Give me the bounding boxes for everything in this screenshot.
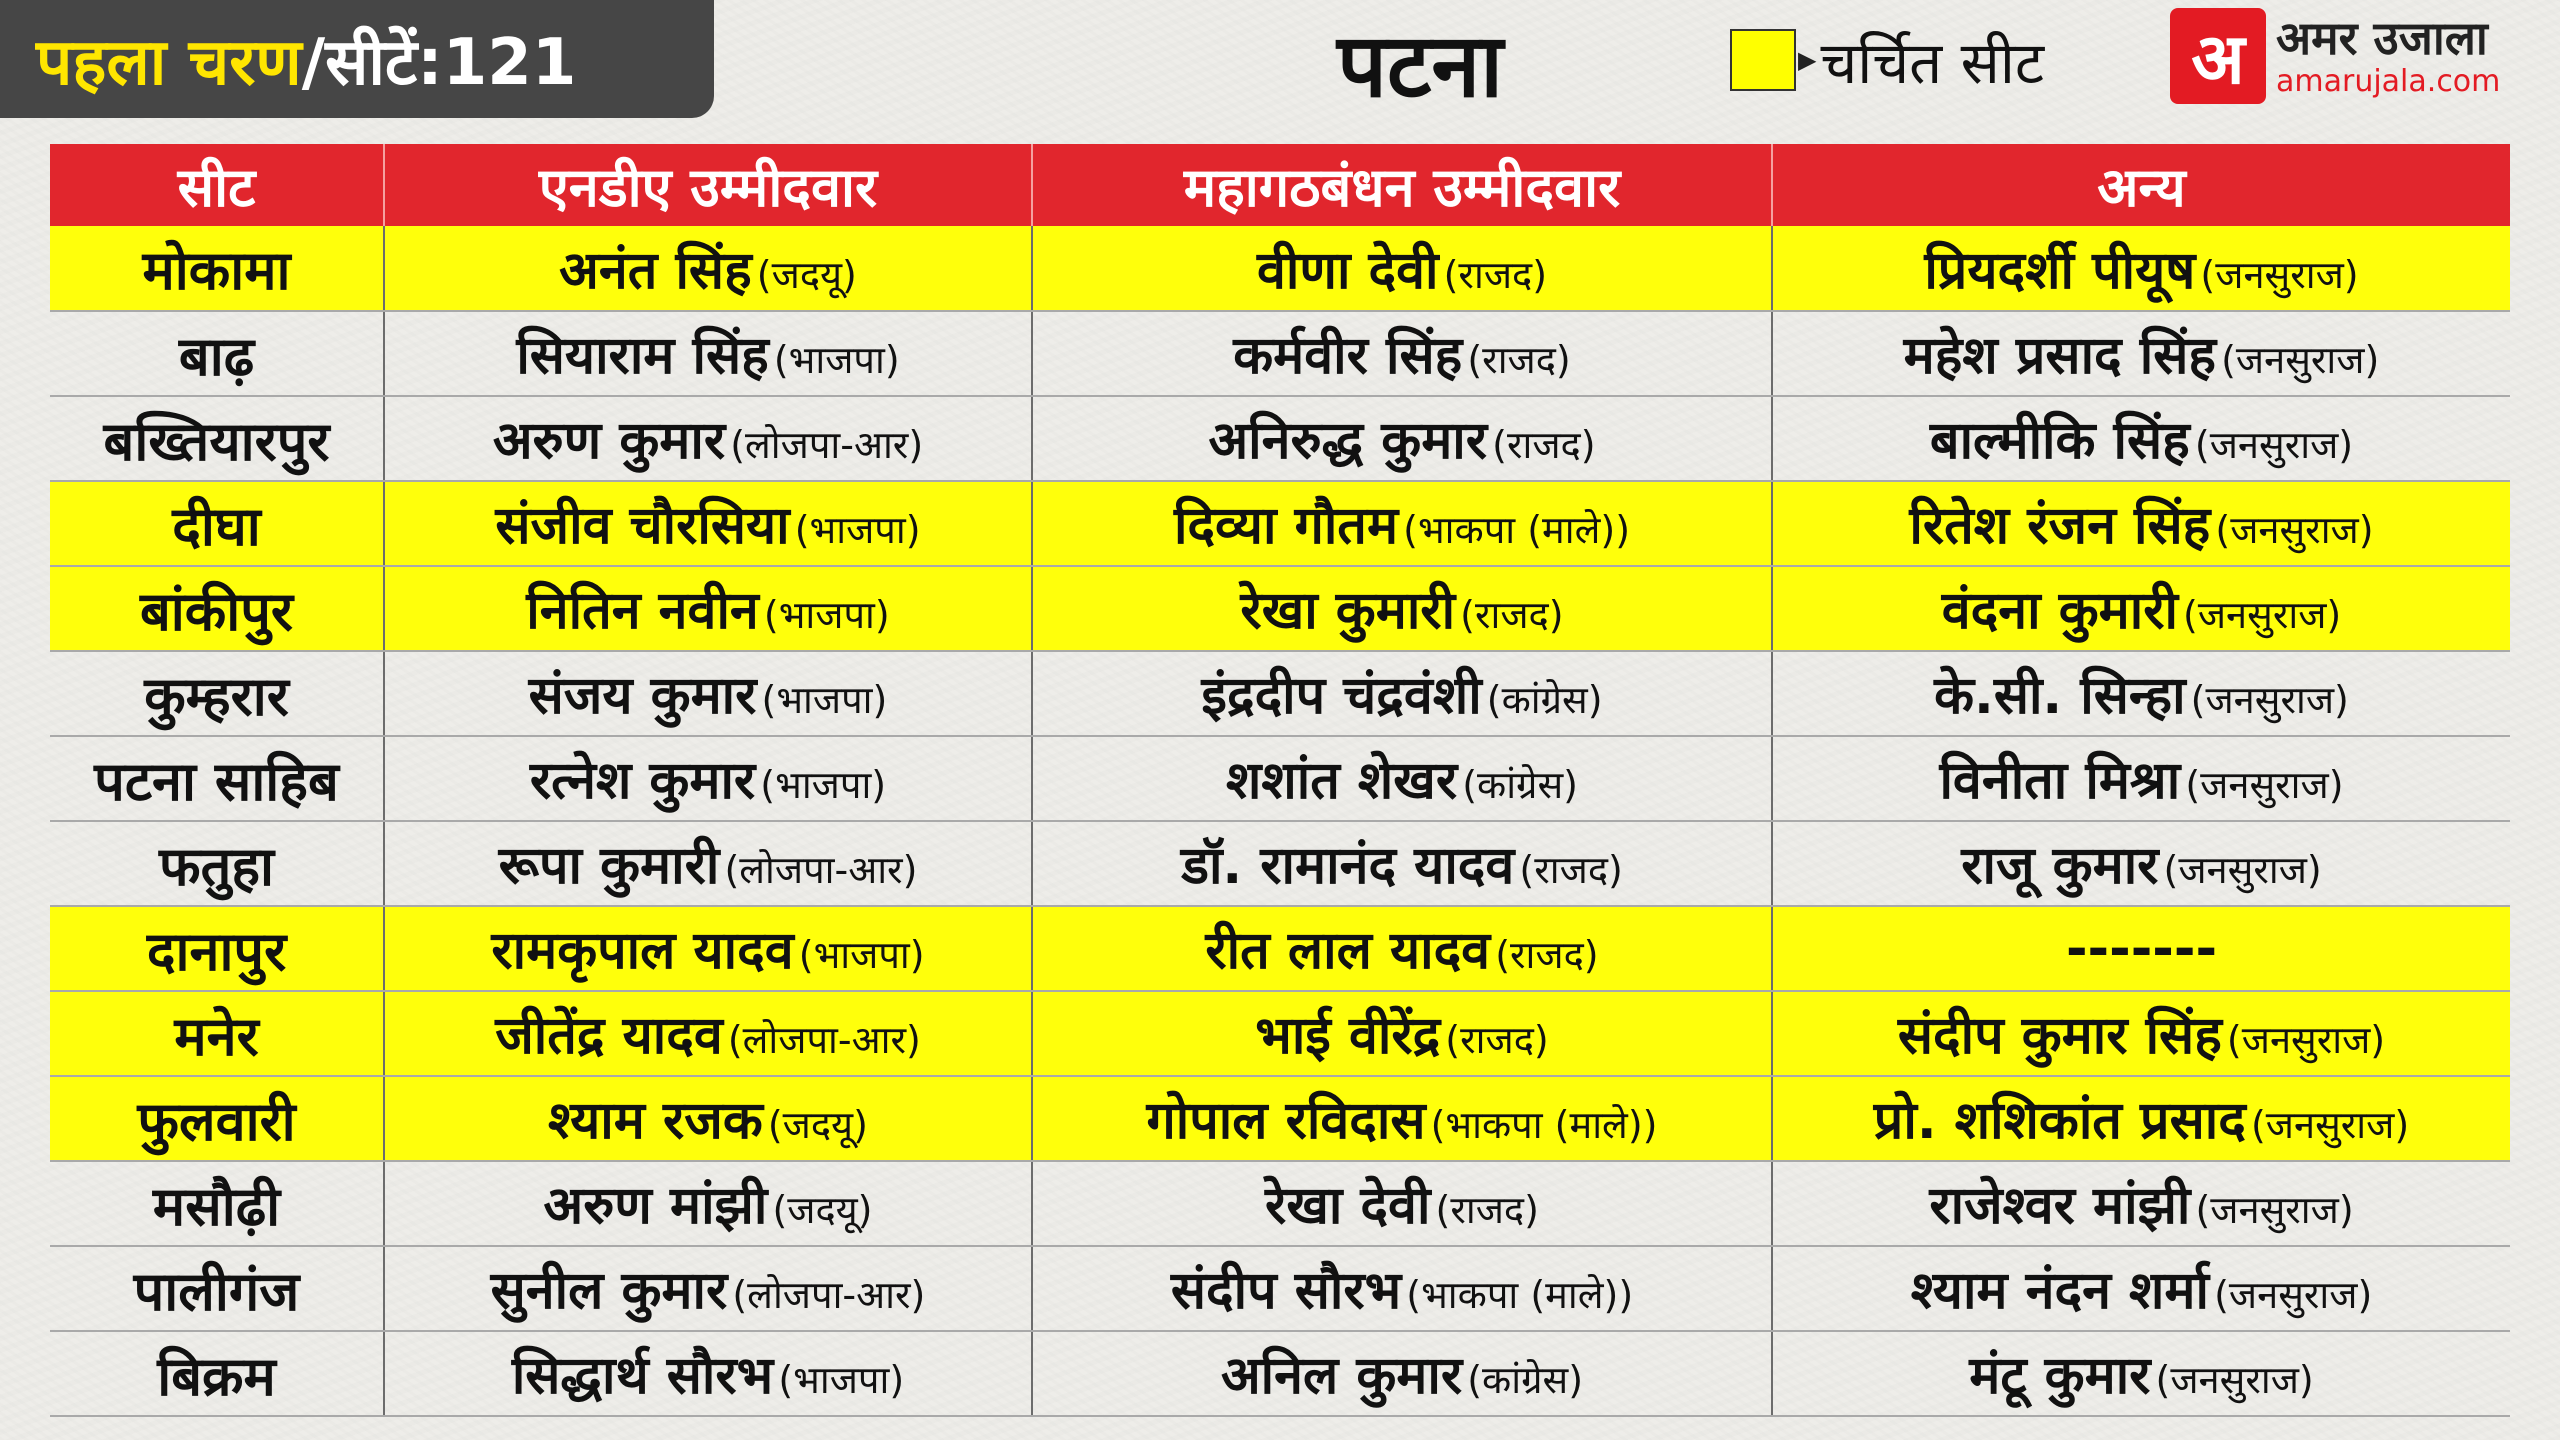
- party-label: (जनसुराज): [2163, 848, 2322, 892]
- cell-other: [1772, 1246, 2510, 1331]
- cell-seat: [50, 1076, 384, 1161]
- candidate-name: अनिरुद्ध कुमार: [1208, 411, 1488, 471]
- legend-text: चर्चित सीट: [1820, 28, 2045, 97]
- cell-seat: [50, 566, 384, 651]
- cell-mgb: [1032, 1161, 1772, 1246]
- party-label: (जनसुराज): [2226, 1018, 2386, 1062]
- candidate-name: प्रो. शशिकांत प्रसाद: [1873, 1091, 2246, 1151]
- seats-count: /सीटें:121: [301, 25, 577, 100]
- table-row: [50, 1331, 2510, 1416]
- cell-mgb: [1032, 481, 1772, 566]
- candidate-name: शशांत शेखर: [1226, 751, 1458, 811]
- seat-name: बांकीपुर: [139, 579, 294, 643]
- cell-other: [1772, 226, 2510, 311]
- cell-nda: [384, 396, 1032, 481]
- cell-nda: [384, 481, 1032, 566]
- cell-seat: [50, 651, 384, 736]
- party-label: (जनसुराज): [2185, 763, 2344, 807]
- cell-mgb: [1032, 1331, 1772, 1416]
- cell-other: [1772, 991, 2510, 1076]
- cell-mgb: [1032, 736, 1772, 821]
- candidate-name: कर्मवीर सिंह: [1233, 326, 1463, 386]
- party-label: (राजद): [1460, 593, 1564, 637]
- party-label: (जनसुराज): [2221, 338, 2380, 382]
- cell-mgb: [1032, 1246, 1772, 1331]
- candidate-name: रितेश रंजन सिंह: [1909, 496, 2211, 556]
- party-label: (कांग्रेस): [1467, 1358, 1584, 1402]
- candidate-name: संदीप कुमार सिंह: [1897, 1006, 2222, 1066]
- seat-name: दानापुर: [146, 919, 287, 983]
- candidate-name: अनंत सिंह: [559, 240, 752, 301]
- party-label: (भाजपा): [763, 593, 890, 637]
- party-label: (राजद): [1445, 1018, 1549, 1062]
- party-label: (कांग्रेस): [1486, 678, 1603, 722]
- party-label: (राजद): [1519, 848, 1623, 892]
- cell-seat: [50, 991, 384, 1076]
- party-label: (राजद): [1467, 338, 1571, 382]
- party-label: (जनसुराज): [2183, 593, 2342, 637]
- candidate-name: डॉ. रामानंद यादव: [1181, 836, 1515, 896]
- cell-nda: [384, 1331, 1032, 1416]
- table-row: [50, 396, 2510, 481]
- cell-other: [1772, 1161, 2510, 1246]
- party-label: (जनसुराज): [2194, 423, 2354, 467]
- cell-other: [1772, 1331, 2510, 1416]
- col-header-nda: एनडीए उम्मीदवार: [384, 144, 1032, 226]
- candidate-name: अनिल कुमार: [1220, 1346, 1463, 1406]
- candidate-name: नितिन नवीन: [526, 581, 759, 641]
- party-label: (भाकपा (माले)): [1406, 1273, 1634, 1317]
- cell-mgb: [1032, 1076, 1772, 1161]
- candidate-name: संदीप सौरभ: [1170, 1261, 1402, 1321]
- cell-nda: [384, 1246, 1032, 1331]
- cell-nda: [384, 566, 1032, 651]
- legend: [1730, 24, 2044, 96]
- table-row: [50, 651, 2510, 736]
- candidate-name: -------: [2065, 918, 2218, 979]
- seat-name: मनेर: [174, 1004, 259, 1068]
- table-row: [50, 566, 2510, 651]
- cell-mgb: [1032, 821, 1772, 906]
- col-header-others: अन्य: [1772, 144, 2510, 226]
- seat-name: बाढ़: [178, 324, 255, 388]
- cell-nda: [384, 736, 1032, 821]
- cell-mgb: [1032, 566, 1772, 651]
- party-label: (कांग्रेस): [1462, 763, 1578, 807]
- table-header-row: [50, 144, 2510, 226]
- seat-name: कुम्हरार: [144, 664, 289, 728]
- cell-nda: [384, 226, 1032, 311]
- candidate-name: वंदना कुमारी: [1941, 581, 2178, 641]
- candidate-name: रेखा कुमारी: [1240, 581, 1456, 641]
- party-label: (राजद): [1495, 933, 1599, 977]
- table-body: [50, 226, 2510, 1416]
- seat-name: पालीगंज: [133, 1259, 300, 1323]
- table-row: [50, 991, 2510, 1076]
- party-label: (राजद): [1435, 1188, 1539, 1232]
- seat-name: मसौढ़ी: [152, 1174, 281, 1238]
- cell-other: [1772, 566, 2510, 651]
- candidate-name: संजय कुमार: [528, 666, 757, 726]
- candidate-name: रत्नेश कुमार: [529, 751, 756, 811]
- table-row: [50, 1161, 2510, 1246]
- party-label: (राजद): [1492, 423, 1596, 467]
- cell-mgb: [1032, 991, 1772, 1076]
- cell-mgb: [1032, 396, 1772, 481]
- arrow-right-icon: ▶: [1798, 46, 1817, 74]
- party-label: (राजद): [1443, 252, 1548, 297]
- candidate-name: वीणा देवी: [1256, 240, 1439, 301]
- cell-mgb: [1032, 651, 1772, 736]
- cell-other: [1772, 481, 2510, 566]
- seat-name: फतुहा: [158, 834, 275, 898]
- candidate-name: गोपाल रविदास: [1146, 1091, 1426, 1151]
- cell-other: [1772, 396, 2510, 481]
- table-row: [50, 226, 2510, 311]
- table-row: [50, 1076, 2510, 1161]
- cell-nda: [384, 651, 1032, 736]
- table-row: [50, 736, 2510, 821]
- party-label: (जदयू): [767, 1103, 868, 1147]
- cell-other: [1772, 736, 2510, 821]
- candidate-name: राजू कुमार: [1961, 836, 2159, 896]
- cell-seat: [50, 906, 384, 991]
- party-label: (लोजपा-आर): [732, 1273, 926, 1317]
- cell-seat: [50, 1161, 384, 1246]
- candidate-name: रीत लाल यादव: [1205, 921, 1491, 981]
- seat-name: पटना साहिब: [94, 749, 339, 813]
- party-label: (भाजपा): [778, 1358, 905, 1402]
- cell-other: [1772, 906, 2510, 991]
- candidate-name: राजेश्वर मांझी: [1929, 1176, 2191, 1236]
- candidate-name: दिव्या गौतम: [1173, 496, 1399, 556]
- candidate-name: अरुण कुमार: [492, 411, 726, 471]
- candidate-name: सियाराम सिंह: [516, 326, 769, 386]
- party-label: (लोजपा-आर): [724, 848, 918, 892]
- candidate-name: मंटू कुमार: [1969, 1346, 2151, 1406]
- candidate-name: इंद्रदीप चंद्रवंशी: [1201, 666, 1482, 726]
- cell-seat: [50, 226, 384, 311]
- table-row: [50, 821, 2510, 906]
- cell-mgb: [1032, 311, 1772, 396]
- party-label: (जनसुराज): [2215, 508, 2374, 552]
- candidate-name: सुनील कुमार: [490, 1261, 728, 1321]
- table-row: [50, 481, 2510, 566]
- party-label: (भाजपा): [798, 933, 925, 977]
- candidate-name: अरुण मांझी: [543, 1176, 768, 1236]
- candidate-name: सिद्धार्थ सौरभ: [511, 1346, 774, 1406]
- table-row: [50, 1246, 2510, 1331]
- party-label: (जनसुराज): [2190, 678, 2349, 722]
- party-label: (जदयू): [756, 252, 857, 297]
- candidate-name: रामकृपाल यादव: [491, 921, 794, 981]
- page-title: पटना: [1337, 14, 1503, 117]
- party-label: (जनसुराज): [2214, 1273, 2373, 1317]
- party-label: (भाजपा): [773, 338, 900, 382]
- candidate-name: महेश प्रसाद सिंह: [1903, 326, 2216, 386]
- party-label: (जनसुराज): [2155, 1358, 2314, 1402]
- cell-seat: [50, 736, 384, 821]
- seat-name: दीघा: [172, 494, 261, 558]
- candidates-table: [50, 144, 2510, 1417]
- cell-seat: [50, 821, 384, 906]
- logo-domain: amarujala.com: [2276, 64, 2501, 99]
- seat-name: फुलवारी: [137, 1089, 296, 1153]
- candidate-name: रेखा देवी: [1265, 1176, 1431, 1236]
- cell-nda: [384, 1076, 1032, 1161]
- candidate-name: श्याम नंदन शर्मा: [1910, 1261, 2209, 1321]
- party-label: (भाजपा): [760, 763, 887, 807]
- party-label: (लोजपा-आर): [727, 1018, 921, 1062]
- party-label: (भाजपा): [761, 678, 888, 722]
- cell-nda: [384, 906, 1032, 991]
- table-row: [50, 311, 2510, 396]
- party-label: (भाजपा): [794, 508, 921, 552]
- phase-badge: [0, 0, 714, 118]
- cell-mgb: [1032, 226, 1772, 311]
- col-header-mahagathbandhan: महागठबंधन उम्मीदवार: [1032, 144, 1772, 226]
- candidate-name: रूपा कुमारी: [498, 836, 720, 896]
- cell-seat: [50, 481, 384, 566]
- cell-nda: [384, 1161, 1032, 1246]
- phase-label: पहला चरण: [36, 25, 302, 100]
- seat-name: बख्तियारपुर: [103, 409, 330, 473]
- cell-other: [1772, 651, 2510, 736]
- cell-mgb: [1032, 906, 1772, 991]
- party-label: (जनसुराज): [2250, 1103, 2410, 1147]
- candidate-name: प्रियदर्शी पीयूष: [1924, 240, 2196, 301]
- cell-other: [1772, 1076, 2510, 1161]
- party-label: (भाकपा (माले)): [1403, 508, 1631, 552]
- party-label: (जदयू): [772, 1188, 873, 1232]
- candidate-name: श्याम रजक: [548, 1091, 763, 1151]
- logo-name: अमर उजाला: [2276, 11, 2488, 65]
- candidate-name: विनीता मिश्रा: [1939, 751, 2181, 811]
- legend-swatch: [1730, 29, 1796, 91]
- candidate-name: संजीव चौरसिया: [495, 496, 790, 556]
- cell-other: [1772, 311, 2510, 396]
- cell-seat: [50, 1246, 384, 1331]
- party-label: (जनसुराज): [2200, 252, 2359, 297]
- candidate-name: बाल्मीकि सिंह: [1929, 411, 2190, 471]
- cell-nda: [384, 821, 1032, 906]
- col-header-seat: सीट: [50, 144, 384, 226]
- logo-mark-icon: अ: [2170, 8, 2266, 104]
- brand-logo: [2170, 6, 2546, 106]
- logo-words: [2276, 11, 2501, 99]
- cell-other: [1772, 821, 2510, 906]
- cell-nda: [384, 991, 1032, 1076]
- candidate-name: जीतेंद्र यादव: [495, 1006, 723, 1066]
- seat-name: मोकामा: [142, 239, 291, 302]
- candidate-name: के.सी. सिन्हा: [1934, 666, 2186, 726]
- party-label: (लोजपा-आर): [730, 423, 924, 467]
- seat-name: बिक्रम: [157, 1344, 276, 1408]
- party-label: (भाकपा (माले)): [1430, 1103, 1658, 1147]
- cell-seat: [50, 396, 384, 481]
- cell-seat: [50, 311, 384, 396]
- table-row: [50, 906, 2510, 991]
- party-label: (जनसुराज): [2195, 1188, 2354, 1232]
- cell-seat: [50, 1331, 384, 1416]
- cell-nda: [384, 311, 1032, 396]
- candidate-name: भाई वीरेंद्र: [1255, 1006, 1441, 1066]
